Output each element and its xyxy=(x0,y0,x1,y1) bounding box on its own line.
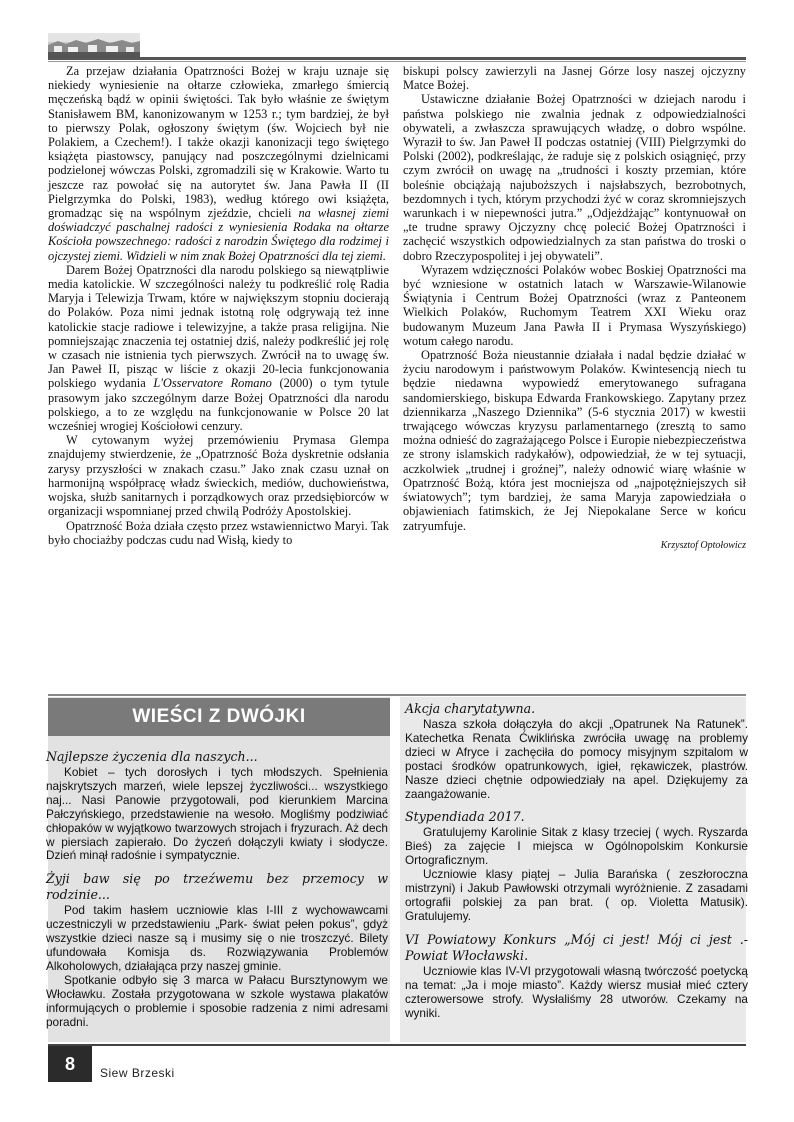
news-paragraph: Kobiet – tych dorosłych i tych młodszych. Spełnienia najskrytszych marzeń, wiele lepszej życzliwości... wszystkiego naj... Nasi Panowie przygotowali, pod kierunkiem Marcina Pałczyńskiego, przedstawienie na wesoło. Mogliśmy podziwiać chłopaków w wyjątkowo twarzowych strojach i fryzurach. Aż dech w piersiach zapierało. Do życzeń dołączyli kwiaty i słodycze. Dzień minął radośnie i sympatycznie. xyxy=(46,765,388,863)
news-paragraph: Uczniowie klas IV-VI przygotowali własną twórczość poetycką na temat: „Ja i moje miasto”. Każdy wiersz musiał mieć cztery czterowersowe strofy. Wysłaliśmy 28 utworów. Czekamy na wyniki. xyxy=(405,963,748,1020)
news-paragraph: Spotkanie odbyło się 3 marca w Pałacu Bursztynowym we Włocławku. Została przygotowana w szkole wystawa plakatów informujących o problemie i sposobie radzenia z nimi adresami poradni. xyxy=(46,972,388,1029)
news-paragraph: Nasza szkoła dołączyła do akcji „Opatrunek Na Ratunek”. Katechetka Renata Ćwiklińska zwróciła uwagę na problemy dzieci w Afryce i zachęciła do pomocy misyjnym szpitalom w postaci środków opatrunkowych, igieł, rękawiczek, plastrów. Nasze dzieci chętnie odpowiedziały na apel. Dziękujemy za zaangażowanie. xyxy=(405,717,748,801)
section-rule xyxy=(48,694,746,696)
footer-rule xyxy=(48,1044,746,1046)
news-heading: Żyji baw się po trzeźwemu bez przemocy w rodzinie... xyxy=(46,871,388,903)
news-paragraph: Uczniowie klasy piątej – Julia Barańska ( zeszłoroczna mistrzyni) i Jakub Pawłowski otrzymali wyróżnienie. Z zasadami ortografii polskiej za pan brat. ( op. Violetta Matusik). Gratulujemy. xyxy=(405,867,748,923)
news-heading: VI Powiatowy Konkurs „Mój ci jest! Mój ci jest .- Powiat Włocławski. xyxy=(405,931,748,963)
article-paragraph: Za przejaw działania Opatrzności Bożej w kraju uznaje się niekiedy wyniesienie na ołtarze człowieka, zmarłego śmiercią męczeńską bądź w opinii świętości. Tak było właśnie ze świętym Stanisławem BM, kanonizowanym w 1253 r.; tym bardziej, że był to pierwszy Polak, ogłoszony świętym (św. Wojciech był nie Polakiem, a Czechem!). I także okazji kanonizacji tego świętego książęta piastowscy, panujący nad poszczególnymi dzielnicami podzielonej wówczas Polski, zgromadzili się w Krakowie. Warto tu jeszcze raz powołać się na autorytet św. Jana Pawła II (II Pielgrzymka do Polski, 1983), według którego owi książęta, gromadząc się na wspólnym zjeździe, chcieli na własnej ziemi doświadczyć paschalnej radości z wyniesienia Rodaka na ołtarze Kościoła powszechnego: radości z narodzin Świętego dla rodzimej i ojczystej ziemi. Widzieli w nim znak Bożej Opatrzności dla tej ziemi. xyxy=(48,64,390,263)
article-paragraph: Opatrzność Boża nieustannie działała i nadal będzie działać w życiu narodowym i państwowym Polaków. Kwintesencją niech tu będzie niedawna wypowiedź emerytowanego sufragana sandomierskiego, biskupa Edwarda Frankowskiego. Zapytany przez dziennikarza „Naszego Dziennika” (5-6 stycznia 2017) w kwestii trwającego wówczas kryzysu parlamentarnego (zresztą to samo można odnieść do zagrażającego Polsce i Europie niebezpieczeństwa ze strony islamskich radykałów), odpowiedział, że w tej sytuacji, aczkolwiek „trudnej i groźnej”, należy odnowić wiarę właśnie w Opatrzność Bożą, która jest mocniejsza od „najpotężniejszych sił światowych”; tym bardziej, że sama Maryja zapowiedziała o objawieniach fatimskich, że Jej Niepokalane Serce w końcu zatryumfuje. xyxy=(403,348,746,533)
article-column-left xyxy=(48,64,389,547)
magazine-name: Siew Brzeski xyxy=(100,1066,175,1080)
news-paragraph: Gratulujemy Karolinie Sitak z klasy trzeciej ( wych. Ryszarda Bieś) za zajęcie I miejsca w Ogólnopolskim Konkursie Ortograficznym. xyxy=(405,825,748,868)
village-photo-icon xyxy=(48,33,140,57)
header-photo xyxy=(48,33,140,57)
publication-title: L'Osservatore Romano xyxy=(153,376,272,391)
news-heading: Akcja charytatywna. xyxy=(405,701,536,716)
news-column-left xyxy=(46,749,388,1030)
article-paragraph: Opatrzność Boża działa często przez wstawiennictwo Maryi. Tak było chociażby podczas cudu nad Wisłą, kiedy to xyxy=(48,518,389,547)
article-paragraph: biskupi polscy zawierzyli na Jasnej Górze losy naszej ojczyzny Matce Bożej. xyxy=(403,64,746,93)
article-column-right xyxy=(403,64,746,553)
section-banner xyxy=(48,698,390,736)
article-paragraph: W cytowanym wyżej przemówieniu Prymasa Glempa znajdujemy stwierdzenie, że „Opatrzność Boża dyskretnie odsłania zarysy przyszłości w znakach czasu.” Jako znak czasu uznał on harmonijną współpracę władz świeckich, mediów, duchowieństwa, wojska, służb sanitarnych i porządkowych oraz przedsiębiorców w organizacji wspomnianej przed chwilą Podróży Apostolskiej. xyxy=(48,433,389,519)
article-paragraph: Wyrazem wdzięczności Polaków wobec Boskiej Opatrzności ma być wzniesione w ostatnich latach w Warszawie-Wilanowie Świątynia i Centrum Bożej Opatrzności (wraz z Panteonem Wielkich Polaków, Ruchomym Teatrem XXI Wieku oraz budowanym Muzeum Jana Pawła II i Prymasa Wyszyńskiego) wotum całego narodu. xyxy=(403,262,746,348)
article-paragraph: Darem Bożej Opatrzności dla narodu polskiego są niewątpliwie media katolickie. W szczególności należy tu podkreślić rolę Radia Maryja i Telewizja Trwam, które w największym stopniu docierają do Polaków. Poza nimi jednak istotną rolę odgrywają też inne katolickie stacje radiowe i telewizyjne, a także prasa religijna. Nie pomniejszając znaczenia tej ostatniej dziś, należy podkreślić jej rolę w czasach nie istnienia tych pierwszych. Zwrócił na to uwagę św. Jan Paweł II, pisząc w liście z okazji 20-lecia funkcjonowania polskiego wydania L'Osservatore Romano (2000) o tym tytule prasowym jako szczególnym darze Bożej Opatrzności dla narodu polskiego, a to ze względu na funkcjonowanie w Polsce 20 lat wcześniej wrogiej Kościołowi cenzury. xyxy=(48,262,389,434)
section-title: WIEŚCI Z DWÓJKI xyxy=(132,706,306,727)
news-heading: Najlepsze życzenia dla naszych... xyxy=(46,749,258,764)
news-column-right xyxy=(405,701,748,1020)
article-author: Krzysztof Optołowicz xyxy=(660,539,746,551)
article-paragraph: Ustawiczne działanie Bożej Opatrzności w dziejach narodu i państwa polskiego nie zwalnia jednak z odpowiedzialności obywateli, a zwłaszcza sprawujących władzę, o dobro wspólne. Wyraził to św. Jan Paweł II podczas ostatniej (VIII) Pielgrzymki do Polski (2002), podkreślając, że raduje się z polskich osiągnięć, przy czym zwrócił on uwagę na „trudności i koszty przemian, które boleśnie obciążają najuboższych i najsłabszych, bezrobotnych, bezdomnych i tych, którym przychodzi żyć w coraz skromniejszych warunkach i w niepewności jutra.” „Odjeżdżając” kontynuował on „te trudne sprawy Ojczyzny chcę polecić Bożej Opatrzności i zachęcić wszystkich odpowiedzialnych za stan państwa do troski o dobro Rzeczypospolitej i jej obywateli”. xyxy=(403,92,746,263)
news-paragraph: Pod takim hasłem uczniowie klas I-III z wychowawcami uczestniczyli w przedstawieniu „Park- świat pełen pokus”, gdyż wszystkie dzieci nasze są i musimy się o nie troszczyć. Bilety ufundowała Komisja ds. Rozwiązywania Problemów Alkoholowych, działająca przy naszej gminie. xyxy=(46,903,388,973)
page-number: 8 xyxy=(48,1046,92,1082)
news-heading: Stypendiada 2017. xyxy=(405,809,525,825)
header-rule-thin xyxy=(48,61,746,62)
header-rule xyxy=(48,57,746,60)
article-quote: na własnej ziemi doświadczyć paschalnej radości z wyniesienia Rodaka na ołtarze Kościoła powszechnego: radości z narodzin Świętego dla rodzimej i ojczystej ziemi. Widzieli w nim znak Bożej Opatrzności dla tej ziemi. xyxy=(48,206,390,263)
